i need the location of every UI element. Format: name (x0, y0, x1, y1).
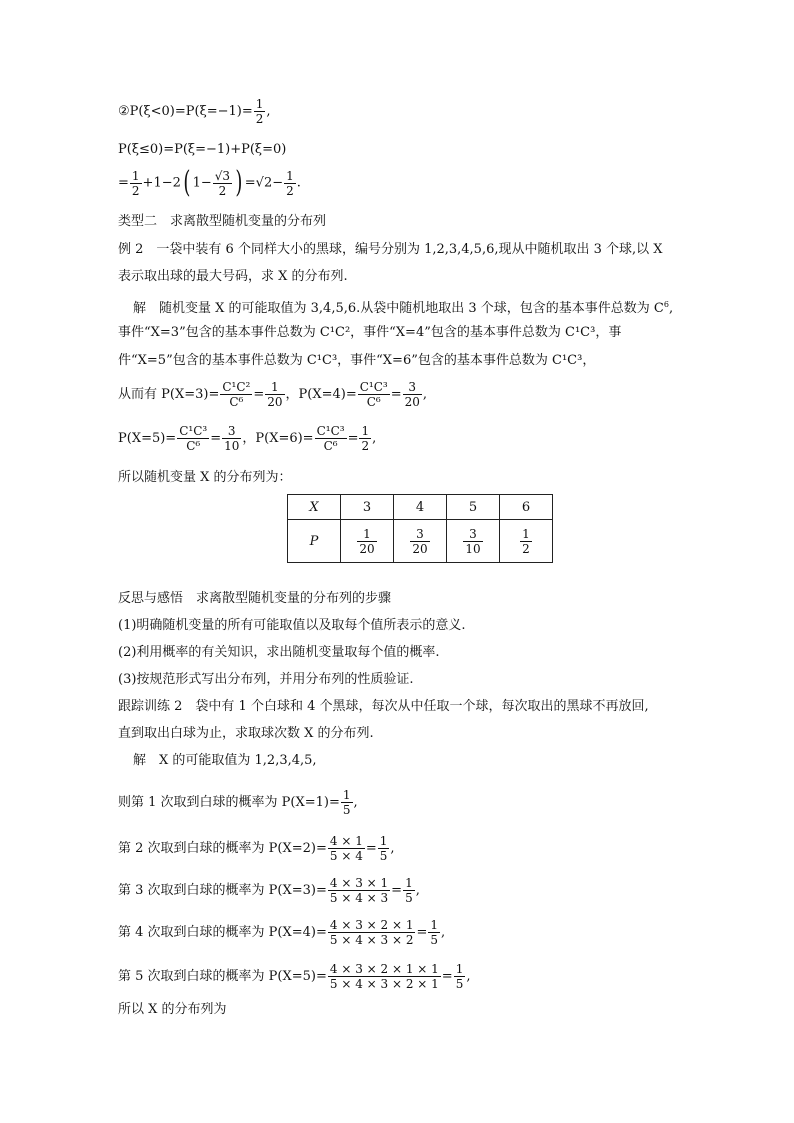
table-cell: $\frac{3}{10}$ (447, 520, 500, 563)
solution-line2: 事件“X=3”包含的基本事件总数为 C¹C²，事件“X=4”包含的基本事件总数为 C¹C³，事 (118, 325, 622, 340)
followup2-line1: 跟踪训练 2 袋中有 1 个白球和 4 个黑球，每次从中任取一个球，每次取出的黑球不再放回, (118, 699, 649, 714)
fraction: $\frac{1}{5}$ (342, 788, 351, 817)
fraction: $\frac{1}{5}$ (455, 962, 464, 991)
followup2-line2: 直到取出白球为止，求取球次数 X 的分布列. (118, 726, 374, 741)
solution2-p2: 第 2 次取到白球的概率为 P(X=2)= $\frac{4 \times 1}{5 \times 4}$ = $\frac{1}{5}$ , (118, 834, 395, 863)
fraction: $\frac{\text{C¹C²}}{\text{C⁶}}$ (222, 380, 251, 409)
solution-part2-line2: P(ξ≤0)=P(ξ=−1)+P(ξ=0) (118, 142, 287, 157)
fraction: $\frac{1}{5}$ (379, 834, 388, 863)
solution-line5: P(X=5)= $\frac{\text{C¹C³}}{\text{C⁶}}$ = $\frac{3}{10}$ ，P(X=6)= $\frac{\text{C¹C³}}{\text{C⁶}}$ = $\frac{1}{2}$ , (118, 424, 377, 453)
table-header-cell: P (288, 520, 341, 563)
solution2-p4: 第 4 次取到白球的概率为 P(X=4)= $\frac{4 \times 3 \times 2 \times 1}{5 \times 4 \times 3 \times 2}$ = $\frac{1}{5}$ , (118, 918, 446, 947)
solution2-p1: 则第 1 次取到白球的概率为 P(X=1)= $\frac{1}{5}$ , (118, 788, 358, 817)
circled-label: ② (118, 104, 130, 119)
solution2-p5: 第 5 次取到白球的概率为 P(X=5)= $\frac{4 \times 3 \times 2 \times 1 \times 1}{5 \times 4 \times 3 \times 2 \times 1}$ = $\frac{1}{5}$ , (118, 962, 471, 991)
fraction: $\frac{1}{5}$ (405, 876, 413, 905)
solution-part2-line3: = $\frac{1}{2}$ +1−2( 1− $\frac{√3}{2}$ ) =√2− $\frac{1}{2}$ . (118, 165, 301, 200)
fraction: $\frac{1}{5}$ (430, 918, 439, 947)
reflection-item: (2)利用概率的有关知识，求出随机变量取每个值的概率. (118, 645, 440, 660)
table-cell: $\frac{1}{2}$ (500, 520, 553, 563)
fraction: $\frac{\text{C¹C³}}{\text{C⁶}}$ (316, 424, 345, 453)
example2-line2: 表示取出球的最大号码，求 X 的分布列. (118, 269, 348, 284)
reflection-item: (3)按规范形式写出分布列，并用分布列的性质验证. (118, 672, 414, 687)
fraction: $\frac{\text{C¹C³}}{\text{C⁶}}$ (359, 380, 388, 409)
reflection-title: 反思与感悟 求离散型随机变量的分布列的步骤 (118, 591, 392, 606)
solution-part2-line1: ②P(ξ<0)=P(ξ=−1)= $\frac{1}{2}$ , (118, 97, 271, 126)
fraction: $\frac{1}{2}$ (131, 168, 140, 198)
solution2-line1: 解 X 的可能取值为 1,2,3,4,5, (133, 753, 317, 768)
fraction: $\frac{4 \times 3 \times 2 \times 1}{5 \times 4 \times 3 \times 2}$ (329, 918, 414, 947)
table-cell: $\frac{1}{20}$ (341, 520, 394, 563)
table-header-cell: X (288, 495, 341, 520)
table-row (288, 520, 553, 563)
sqrt-fraction: $\frac{√3}{2}$ (214, 168, 231, 198)
section-title: 类型二 求离散型随机变量的分布列 (118, 214, 327, 229)
table-cell: 5 (447, 495, 500, 520)
fraction: $\frac{1}{2}$ (255, 97, 264, 126)
distribution-table (287, 494, 553, 563)
solution-line6: 所以随机变量 X 的分布列为： (118, 470, 292, 485)
fraction: $\frac{3}{20}$ (404, 380, 420, 409)
fraction: $\frac{1}{2}$ (286, 168, 294, 198)
fraction: $\frac{1}{20}$ (267, 380, 283, 409)
solution-line4: 从而有 P(X=3)= $\frac{\text{C¹C²}}{\text{C⁶}}$ = $\frac{1}{20}$ ，P(X=4)= $\frac{\text{C¹C³}}{\text{C⁶}}$ = $\frac{3}{20}$ , (118, 380, 428, 409)
fraction: $\frac{4 \times 3 \times 2 \times 1 \times 1}{5 \times 4 \times 3 \times 2 \times 1}$ (329, 962, 439, 991)
prob-lhs: P(ξ<0)=P(ξ=−1)= (129, 104, 253, 119)
solution-line3: 件“X=5”包含的基本事件总数为 C¹C³，事件“X=6”包含的基本事件总数为 C¹C³， (118, 353, 596, 368)
table-cell: 4 (394, 495, 447, 520)
solution-line1: 解 随机变量 X 的可能取值为 3,4,5,6.从袋中随机地取出 3 个球，包含的基本事件总数为 $C^6$, (133, 300, 674, 316)
solution2-p3: 第 3 次取到白球的概率为 P(X=3)= $\frac{4 \times 3 \times 1}{5 \times 4 \times 3}$ = $\frac{1}{5}$ , (118, 876, 420, 905)
fraction: $\frac{1}{2}$ (361, 424, 370, 453)
table-cell: $\frac{3}{20}$ (394, 520, 447, 563)
table-row (288, 495, 553, 520)
solution2-last: 所以 X 的分布列为 (118, 1002, 227, 1017)
fraction: $\frac{4 \times 3 \times 1}{5 \times 4 \times 3}$ (329, 876, 389, 905)
reflection-item: (1)明确随机变量的所有可能取值以及取每个值所表示的意义. (118, 618, 466, 633)
example2-line1: 例 2 一袋中装有 6 个同样大小的黑球，编号分别为 1,2,3,4,5,6,现从中随机取出 3 个球,以 X (118, 242, 663, 257)
fraction: $\frac{4 \times 1}{5 \times 4}$ (329, 834, 363, 863)
fraction: $\frac{\text{C¹C³}}{\text{C⁶}}$ (179, 424, 208, 453)
table-cell: 6 (500, 495, 553, 520)
fraction: $\frac{3}{10}$ (224, 424, 240, 453)
table-cell: 3 (341, 495, 394, 520)
